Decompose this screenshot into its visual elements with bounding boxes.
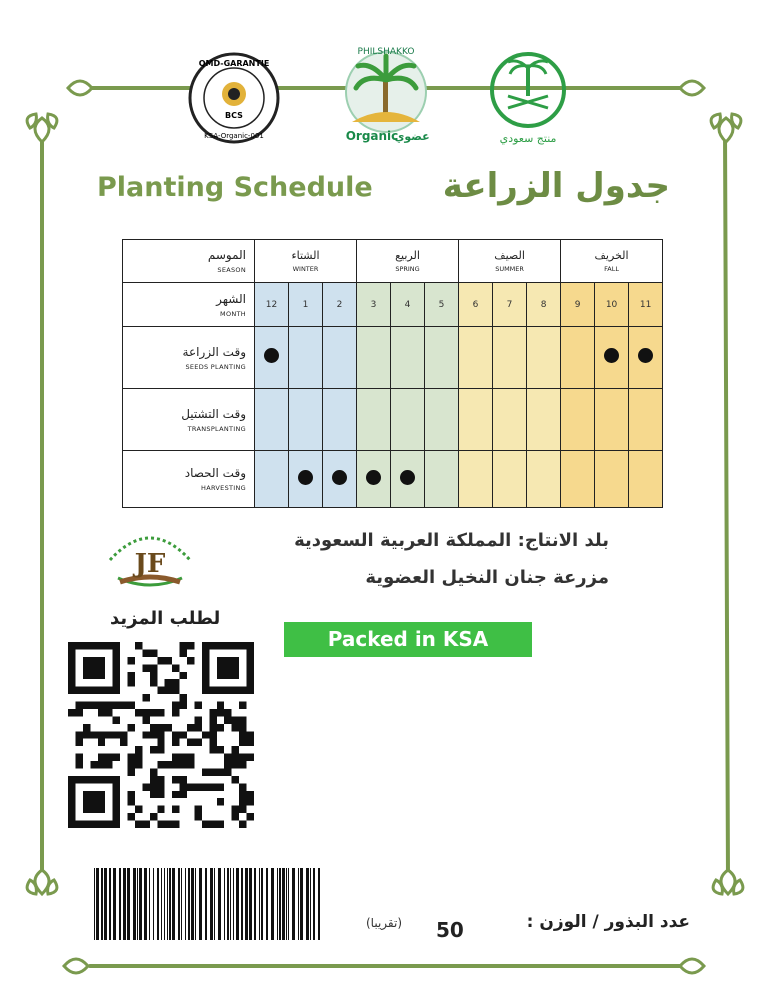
season-winter: الشتاء WINTER <box>255 240 357 283</box>
row-label-en: SEEDS PLANTING <box>185 362 246 371</box>
marker-dot <box>264 348 279 363</box>
barcode <box>92 868 324 940</box>
schedule-cell <box>561 389 595 451</box>
seed-count-weight <box>360 912 690 952</box>
marker-dot <box>400 470 415 485</box>
season-summer: الصيف SUMMER <box>459 240 561 283</box>
marker-dot <box>332 470 347 485</box>
month-row <box>123 283 663 327</box>
schedule-cell <box>357 451 391 508</box>
month-cell: 12 <box>255 283 289 327</box>
season-fall: الخريف FALL <box>561 240 663 283</box>
month-cell: 2 <box>323 283 357 327</box>
month-cell: 5 <box>425 283 459 327</box>
qa-top-text: QMD-GARANTIE <box>198 59 270 68</box>
row-label-ar: وقت الحصاد <box>184 466 246 480</box>
schedule-cell <box>391 451 425 508</box>
origin-country: بلد الانتاج: المملكة العربية السعودية <box>294 530 609 551</box>
schedule-row <box>123 327 663 389</box>
month-cell: 7 <box>493 283 527 327</box>
schedule-cell <box>459 327 493 389</box>
qa-bottom-text: KSA-Organic-001 <box>204 132 264 140</box>
schedule-cell <box>493 389 527 451</box>
order-more-label: لطلب المزيد <box>110 608 221 629</box>
schedule-cell <box>357 327 391 389</box>
schedule-cell <box>561 327 595 389</box>
organic-top-text: PHILSHAKKO <box>357 47 415 57</box>
month-cell: 4 <box>391 283 425 327</box>
schedule-cell <box>629 389 663 451</box>
schedule-cell <box>425 327 459 389</box>
title-english: Planting Schedule <box>97 172 373 203</box>
season-row-label <box>123 240 255 283</box>
schedule-cell <box>493 451 527 508</box>
qr-code[interactable] <box>68 642 254 828</box>
schedule-row-label <box>123 389 255 451</box>
schedule-cell <box>255 327 289 389</box>
month-cell: 6 <box>459 283 493 327</box>
schedule-cell <box>289 327 323 389</box>
season-spring: الربيع SPRING <box>357 240 459 283</box>
row-label-en: TRANSPLANTING <box>187 424 246 433</box>
schedule-cell <box>459 451 493 508</box>
schedule-cell <box>629 327 663 389</box>
month-cell: 8 <box>527 283 561 327</box>
season-label-en: SEASON <box>217 266 246 274</box>
qa-mid-text: BCS <box>225 111 243 120</box>
schedule-cell <box>595 389 629 451</box>
origin-info <box>294 530 609 588</box>
saudi-label-text: منتج سعودي <box>499 132 557 145</box>
schedule-row <box>123 389 663 451</box>
weight-value: 50 <box>436 918 464 942</box>
schedule-cell <box>391 389 425 451</box>
schedule-cell <box>323 389 357 451</box>
schedule-cell <box>595 327 629 389</box>
schedule-cell <box>425 389 459 451</box>
schedule-cell <box>459 389 493 451</box>
season-row <box>123 240 663 283</box>
schedule-cell <box>595 451 629 508</box>
schedule-cell <box>527 327 561 389</box>
schedule-cell <box>493 327 527 389</box>
origin-farm: مزرعة جنان النخيل العضوية <box>365 567 609 588</box>
row-label-ar: وقت الزراعة <box>182 344 246 359</box>
farm-logo-text: JF <box>134 549 166 579</box>
row-label-en: HARVESTING <box>201 484 246 492</box>
month-cell: 9 <box>561 283 595 327</box>
marker-dot <box>298 470 313 485</box>
planting-schedule-table <box>122 239 663 508</box>
schedule-cell <box>527 451 561 508</box>
marker-dot <box>604 348 619 363</box>
row-label-ar: وقت التشتيل <box>181 406 246 421</box>
schedule-cell <box>561 451 595 508</box>
month-cell: 11 <box>629 283 663 327</box>
month-label-ar: الشهر <box>216 291 246 306</box>
schedule-cell <box>255 389 289 451</box>
season-label-ar: الموسم <box>207 248 246 262</box>
schedule-cell <box>391 327 425 389</box>
marker-dot <box>638 348 653 363</box>
organic-ar-text: عضوي <box>394 130 430 143</box>
schedule-cell <box>527 389 561 451</box>
certification-logos <box>0 40 774 160</box>
organic-en-text: Organic <box>345 129 399 143</box>
schedule-cell <box>289 389 323 451</box>
schedule-cell <box>425 451 459 508</box>
schedule-row-label <box>123 451 255 508</box>
schedule-cell <box>323 327 357 389</box>
schedule-cell <box>323 451 357 508</box>
schedule-row <box>123 451 663 508</box>
schedule-cell <box>357 389 391 451</box>
title-arabic: جدول الزراعة <box>442 166 670 206</box>
marker-dot <box>366 470 381 485</box>
month-row-label <box>123 283 255 327</box>
schedule-cell <box>629 451 663 508</box>
month-cell: 3 <box>357 283 391 327</box>
month-label-en: MONTH <box>220 309 246 318</box>
title-row <box>80 168 700 228</box>
farm-logo <box>100 520 200 590</box>
packed-in-ksa-badge: Packed in KSA <box>284 622 532 657</box>
schedule-cell <box>255 451 289 508</box>
month-cell: 10 <box>595 283 629 327</box>
qa-garantie-logo <box>188 52 280 144</box>
schedule-cell <box>289 451 323 508</box>
saudi-product-logo <box>488 50 568 150</box>
weight-label: عدد البذور / الوزن : <box>526 912 690 932</box>
schedule-row-label <box>123 327 255 389</box>
organic-logo <box>338 40 434 152</box>
month-cell: 1 <box>289 283 323 327</box>
weight-approx: (تقريبا) <box>366 916 403 930</box>
